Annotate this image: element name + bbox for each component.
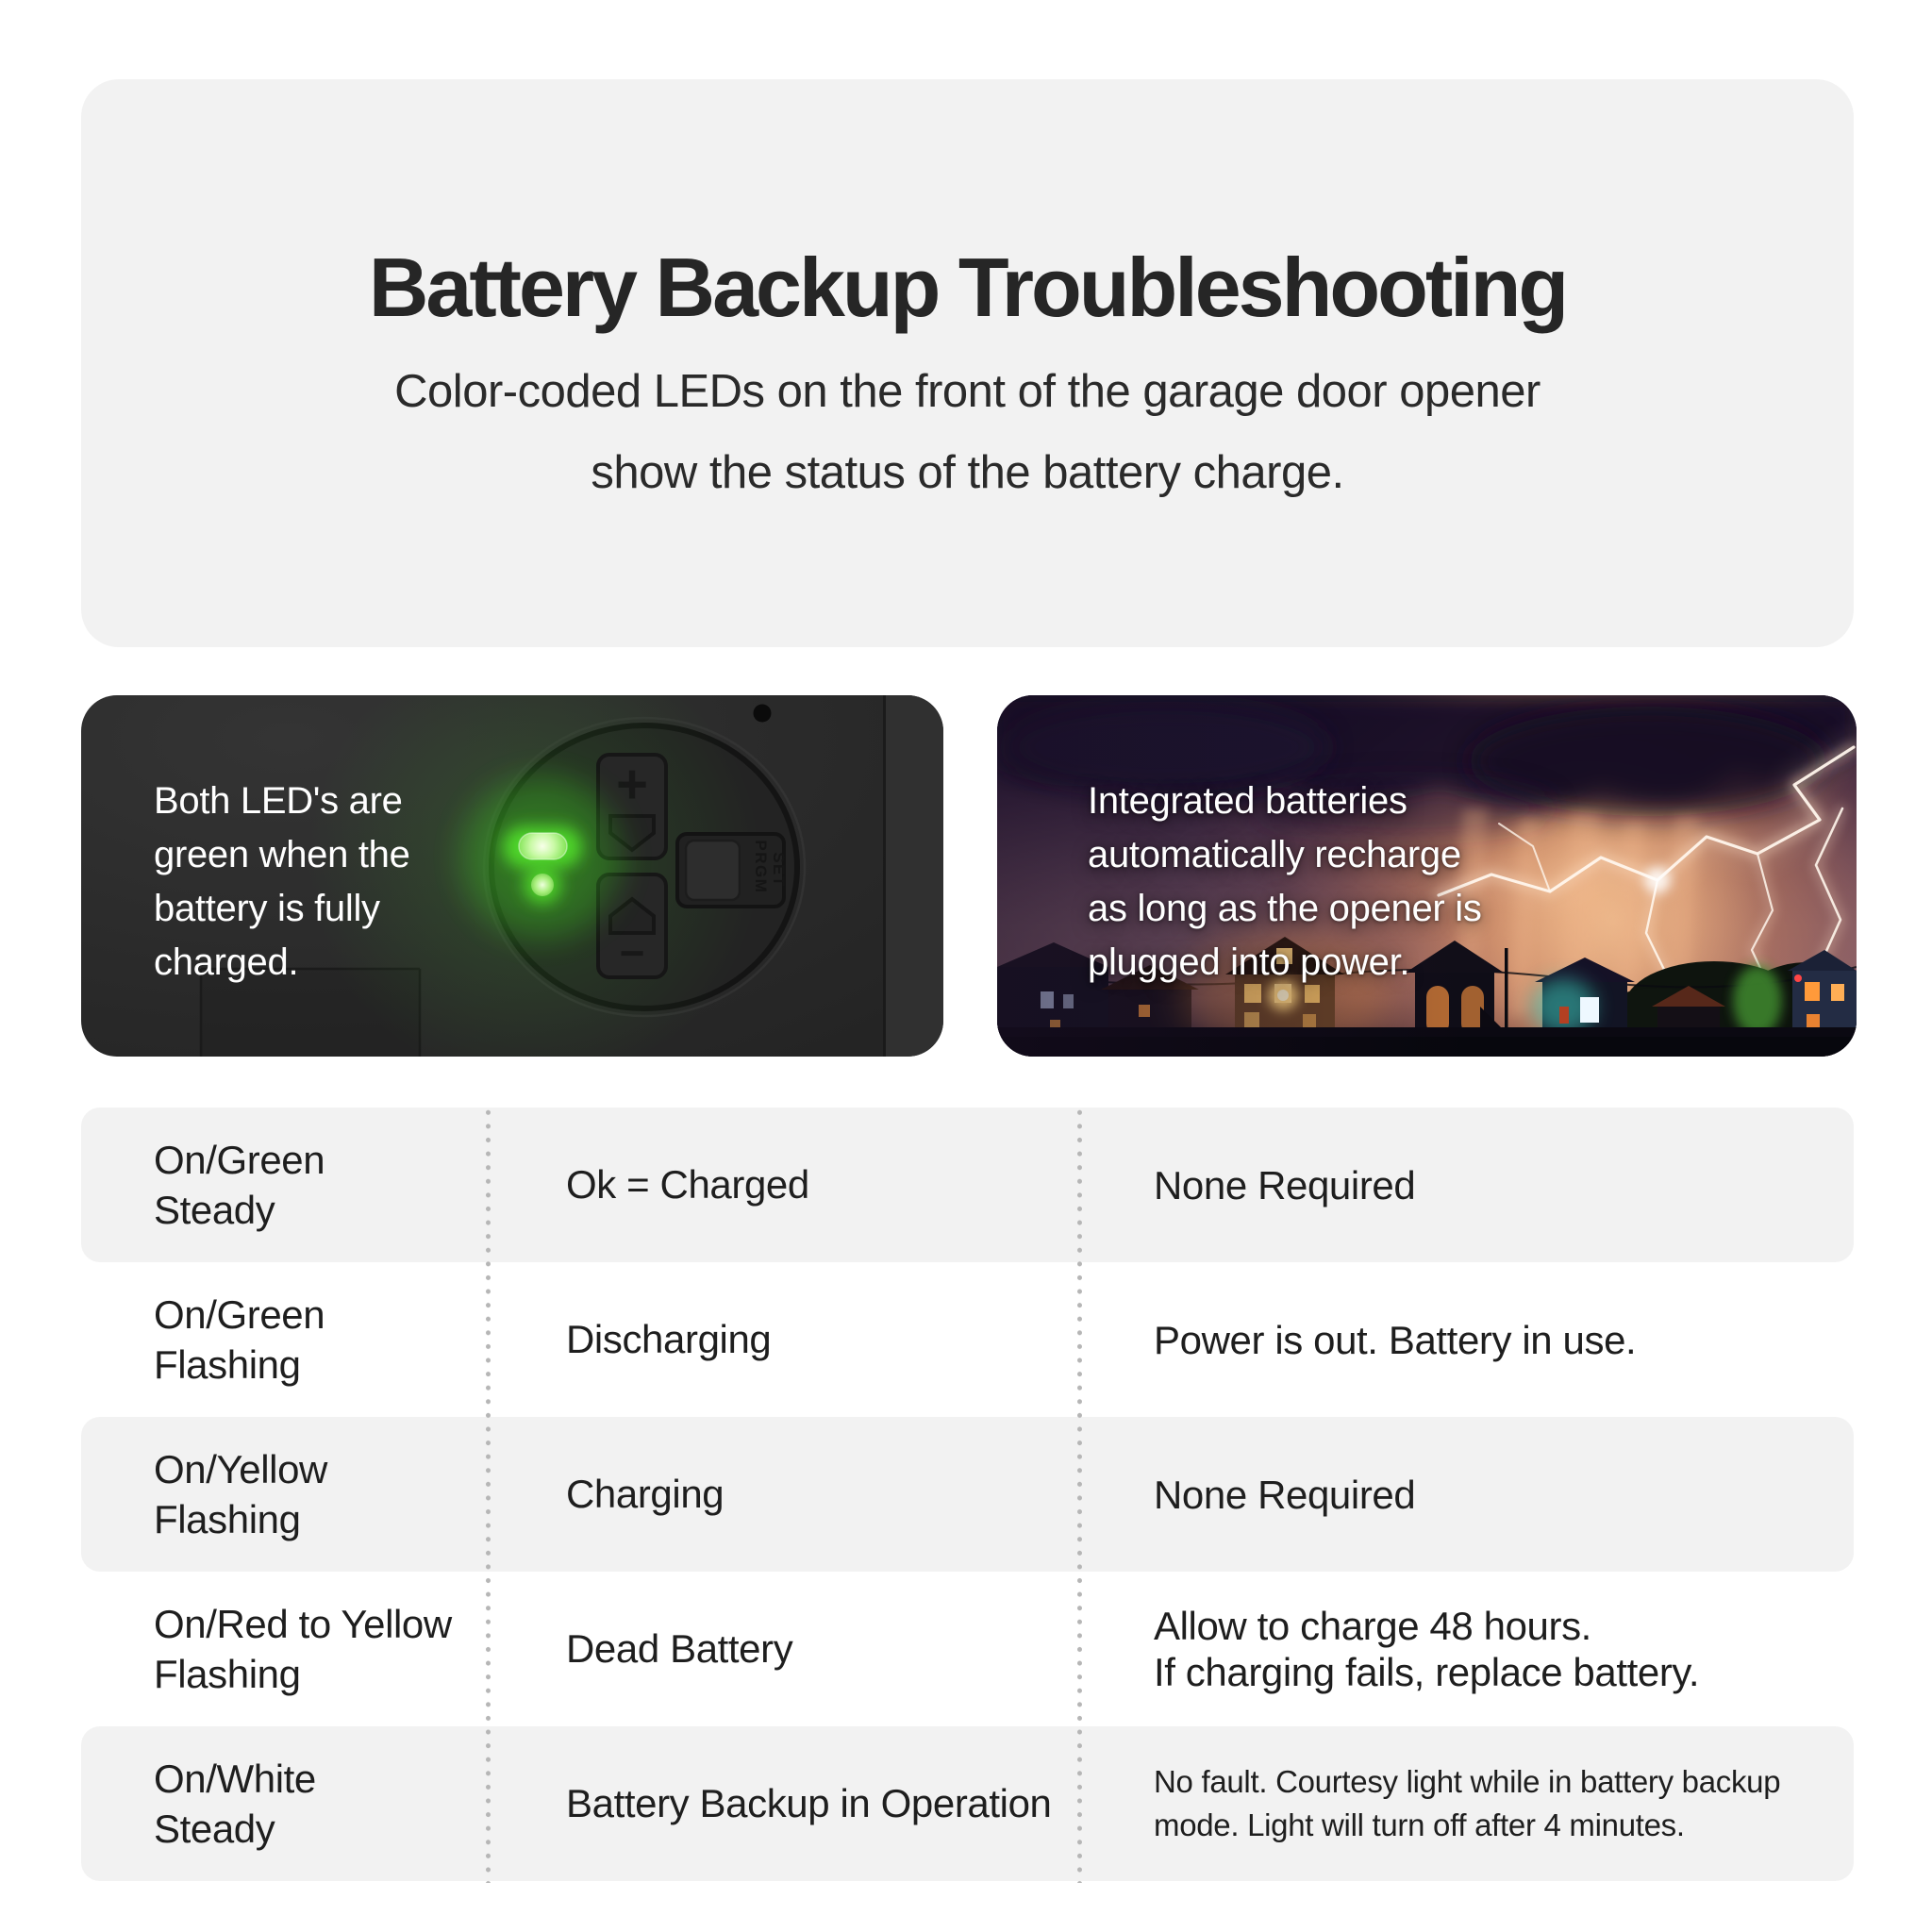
status-leds: [462, 777, 623, 938]
subtitle-line-1: Color-coded LEDs on the front of the garage door opener: [394, 366, 1541, 417]
led-state-cell: [154, 1726, 512, 1881]
table-row-green-flashing: [81, 1262, 1854, 1417]
device-hole: [754, 705, 772, 723]
action-line: mode. Light will turn off after 4 minutes.: [1154, 1807, 1685, 1842]
led-state-cell: [154, 1108, 512, 1262]
led-state-line: Steady: [154, 1188, 275, 1232]
storm-photo-panel: [997, 695, 1857, 1057]
battery-status: Ok = Charged: [566, 1162, 809, 1207]
action-line: None Required: [1154, 1162, 1416, 1208]
led-state-line: On/Green: [154, 1292, 325, 1337]
action-cell: [1154, 1262, 1854, 1417]
storm-caption-line-1: Integrated batteries: [1088, 780, 1407, 822]
prgm-set-label: PRGM SET: [752, 840, 788, 894]
column-divider-dotted-2: [1077, 1106, 1082, 1883]
led-panel-caption: [154, 774, 410, 990]
led-state-line: Steady: [154, 1807, 275, 1851]
led-state-line: On/Red to Yellow: [154, 1602, 452, 1646]
led-state-cell: [154, 1262, 512, 1417]
led-state-line: On/Yellow: [154, 1447, 327, 1491]
led-state-line: Flashing: [154, 1342, 301, 1387]
battery-status: Discharging: [566, 1317, 772, 1361]
action-cell: [1154, 1726, 1854, 1881]
table-row-red-to-yellow: [81, 1572, 1854, 1726]
action-cell: [1154, 1417, 1854, 1572]
casing-edge-line: [883, 695, 886, 1057]
action-line: None Required: [1154, 1472, 1416, 1517]
led-state-cell: [154, 1417, 512, 1572]
led-status-photo-panel: [81, 695, 943, 1057]
page-title: Battery Backup Troubleshooting: [368, 241, 1567, 334]
table-row-green-steady: [81, 1108, 1854, 1262]
table-row-white-steady: [81, 1726, 1854, 1881]
led-dot-green-icon: [531, 874, 554, 896]
page-subtitle: [81, 351, 1854, 513]
minus-icon: −: [619, 928, 645, 977]
led-state-line: Flashing: [154, 1652, 301, 1696]
action-line: No fault. Courtesy light while in battery backup: [1154, 1764, 1781, 1799]
action-cell: [1154, 1572, 1854, 1726]
storm-caption-line-3: as long as the opener is: [1088, 888, 1482, 929]
header-card: [81, 79, 1854, 647]
battery-status-cell: [566, 1572, 1075, 1726]
led-caption-line-3: battery is fully: [154, 888, 380, 929]
battery-status-cell: [566, 1108, 1075, 1262]
subtitle-line-2: show the status of the battery charge.: [591, 447, 1344, 498]
battery-status-cell: [566, 1726, 1075, 1881]
action-cell: [1154, 1108, 1854, 1262]
action-line: Power is out. Battery in use.: [1154, 1317, 1637, 1362]
battery-status-cell: [566, 1262, 1075, 1417]
battery-status: Battery Backup in Operation: [566, 1781, 1052, 1825]
led-state-line: On/White: [154, 1757, 316, 1801]
plus-icon: +: [616, 754, 648, 815]
table-row-yellow-flashing: [81, 1417, 1854, 1572]
battery-status: Charging: [566, 1472, 724, 1516]
battery-status-cell: [566, 1417, 1075, 1572]
status-table: [81, 1108, 1854, 1882]
led-caption-line-4: charged.: [154, 941, 299, 983]
led-caption-line-2: green when the: [154, 834, 410, 875]
led-state-cell: [154, 1572, 512, 1726]
led-state-line: Flashing: [154, 1497, 301, 1541]
led-state-line: On/Green: [154, 1138, 325, 1182]
storm-caption-line-4: plugged into power.: [1088, 941, 1410, 983]
column-divider-dotted-1: [486, 1106, 491, 1883]
casing-side-strip: [886, 695, 943, 1057]
led-pill-green-icon: [519, 833, 567, 859]
storm-panel-caption: [1088, 774, 1482, 990]
action-line: Allow to charge 48 hours.: [1154, 1604, 1591, 1648]
battery-status: Dead Battery: [566, 1626, 793, 1671]
prgm-set-button: [677, 834, 788, 907]
led-caption-line-1: Both LED's are: [154, 780, 403, 822]
action-line: If charging fails, replace battery.: [1154, 1650, 1700, 1694]
storm-caption-line-2: automatically recharge: [1088, 834, 1461, 875]
